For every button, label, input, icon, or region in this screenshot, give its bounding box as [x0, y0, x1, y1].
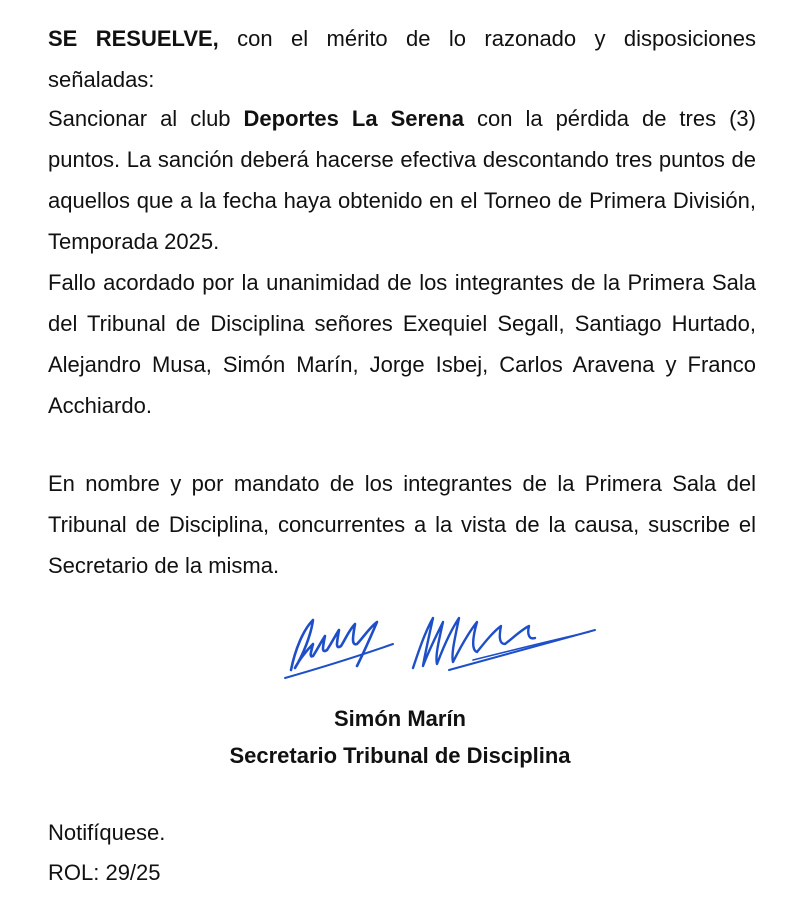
- handwritten-signature: [273, 600, 613, 690]
- club-name: Deportes La Serena: [243, 106, 464, 131]
- sanction-text-start: Sancionar al club: [48, 106, 244, 131]
- signatory-title: Secretario Tribunal de Disciplina: [229, 743, 571, 768]
- lead-text: con el mérito de lo razonado y disposiciones señaladas:: [48, 26, 756, 92]
- signatory-name: Simón Marín: [333, 706, 466, 731]
- resolution-lead: [48, 18, 756, 100]
- notification-label: Notifíquese.: [48, 820, 166, 845]
- lead-paragraph: [48, 18, 756, 100]
- sanction-text-end: con la pérdida de tres (3) puntos. La sanción deberá hacerse efectiva descontando tres puntos de aquellos que a la fecha haya obtenido en el Torneo de Primera División, Temporada 2025.: [48, 106, 756, 254]
- ruling-paragraph: Fallo acordado por la unanimidad de los integrantes de la Primera Sala del Tribunal de Disciplina señores Exequiel Segall, Santiago Hurtado, Alejandro Musa, Simón Marín, Jorge Isbej, Carlos Aravena y Franco Acchiardo.: [48, 270, 756, 418]
- case-number: ROL: 29/25: [48, 860, 161, 885]
- sanction-paragraph: [48, 98, 756, 262]
- signatory-paragraph: En nombre y por mandato de los integrantes de la Primera Sala del Tribunal de Disciplina, concurrentes a la vista de la causa, suscribe el Secretario de la misma.: [48, 471, 756, 578]
- resolution-keyword: SE RESUELVE,: [48, 26, 219, 51]
- decision-section: [48, 98, 756, 426]
